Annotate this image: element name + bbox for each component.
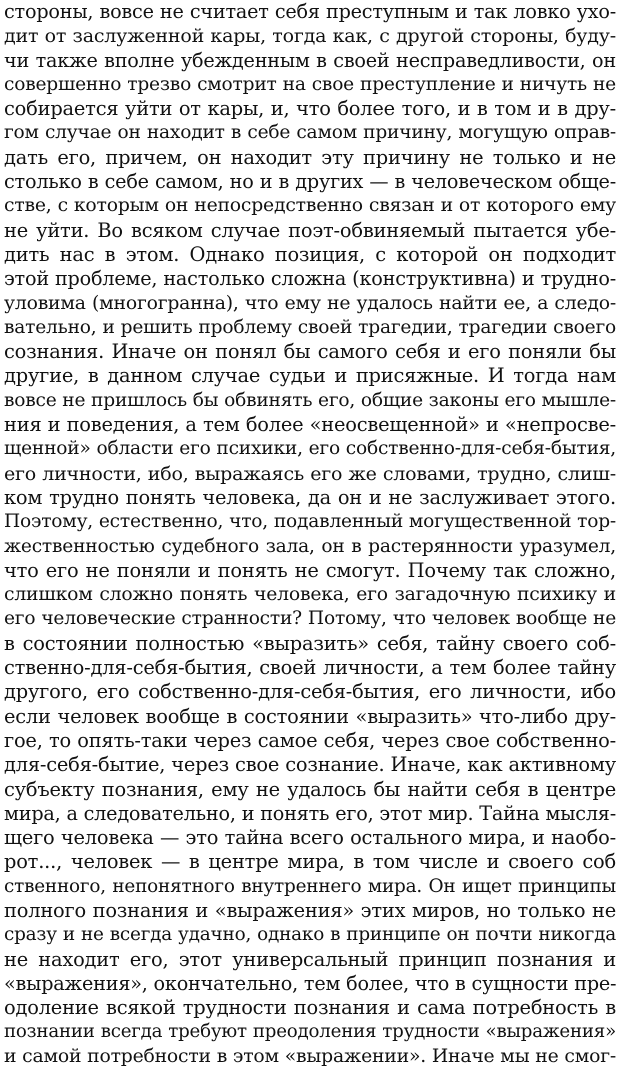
text-line: вательно, и решить проблему своей трагедии, трагедии своего [4,316,616,338]
text-line: его личности, ибо, выражаясь его же словами, трудно, слиш- [4,462,616,485]
text-line: в состоянии полностью «выразить» себя, тайну своего соб- [4,631,616,655]
text-line: столько в себе самом, но и в других — в человеческом обще- [4,170,616,194]
text-line: рот..., человек — в центре мира, в том числе и своего соб [4,850,616,874]
text-line: одоление всякой трудности познания и сама потребность в [4,996,616,1020]
text-line: «выражения», окончательно, тем более, что в сущности пре- [4,971,617,995]
text-line: мира, а следовательно, и понять его, этот мир. Тайна мысля- [4,801,616,825]
text-line: жественностью судебного зала, он в растерянности уразумел, [4,535,616,557]
text-line: гое, то опять-таки через самое себя, через свое собственно- [4,728,616,752]
text-line: стороны, вовсе не считает себя преступным и так ловко ухо- [4,0,616,23]
text-line: сразу и не всегда удачно, однако в принципе он почти никогда [4,924,616,946]
text-line: для-себя-бытие, через свое сознание. Иначе, как активному [4,753,616,777]
text-line: его человеческие странности? Потому, что человек вообще не [4,608,616,630]
text-line: сознания. Иначе он понял бы самого себя и его поняли бы [4,340,616,364]
text-line: совершенно трезво смотрит на свое преступление и ничуть не [4,73,616,95]
text-line: гом случае он находит в себе самом причину, могущую оправ- [4,122,616,144]
text-line: не уйти. Во всяком случае поэт-обвиняемый пытается убе- [4,218,616,242]
text-line: другого, его собственно-для-себя-бытия, его личности, ибо [4,680,616,704]
text-line: этой проблеме, настолько сложна (конструктивна) и трудно- [4,267,616,291]
text-line: если человек вообще в состоянии «выразить» что-либо дру- [4,704,616,728]
text-line: ственно-для-себя-бытия, своей личности, а тем более тайну [4,656,616,680]
text-line: стве, с которым он непосредственно связан и от которого ему [4,195,616,217]
text-line: Поэтому, естественно, что, подавленный могущественной тор- [4,511,616,533]
text-line: другие, в данном случае судьи и присяжные. И тогда нам [4,364,616,388]
text-line: слишком сложно понять человека, его загадочную психику и [4,584,616,606]
text-line: ком трудно понять человека, да он и не заслуживает этого. [4,485,616,509]
page-text [4,0,616,1069]
text-line: уловима (многогранна), что ему не удалось найти ее, а следо- [4,292,616,314]
text-line: щего человека — это тайна всего остального мира, и наобо- [4,826,616,850]
text-line: дить нас в этом. Однако позиция, с которой он подходит [4,242,616,266]
text-line: что его не поняли и понять не смогут. Почему так сложно, [4,558,616,582]
text-line: вовсе не пришлось бы обвинять его, общие законы его мышле- [4,389,616,411]
text-line: ственного, непонятного внутреннего мира. Он ищет принципы [4,875,616,897]
text-line: дит от заслуженной кары, тогда как, с другой стороны, буду- [4,25,616,48]
text-line: и самой потребности в этом «выражении». Иначе мы не смог- [4,1045,616,1067]
text-line: собирается уйти от кары, и, что более того, и в том и в дру- [4,97,616,121]
text-line: чи также вполне убежденным в своей несправедливости, он [4,48,616,72]
text-line: дать его, причем, он находит эту причину не только и не [4,145,616,169]
text-line: субъекту познания, ему не удалось бы найти себя в центре [4,777,616,801]
text-line: полного познания и «выражения» этих миров, но только не [4,898,616,922]
text-line: щенной» области его психики, его собственно-для-себя-бытия, [4,438,616,460]
text-line: не находит его, этот универсальный принцип познания и [4,947,616,971]
text-line: познании всегда требуют преодоления трудности «выражения» [4,1021,616,1043]
text-line: ния и поведения, а тем более «неосвещенной» и «непросве- [4,413,616,437]
